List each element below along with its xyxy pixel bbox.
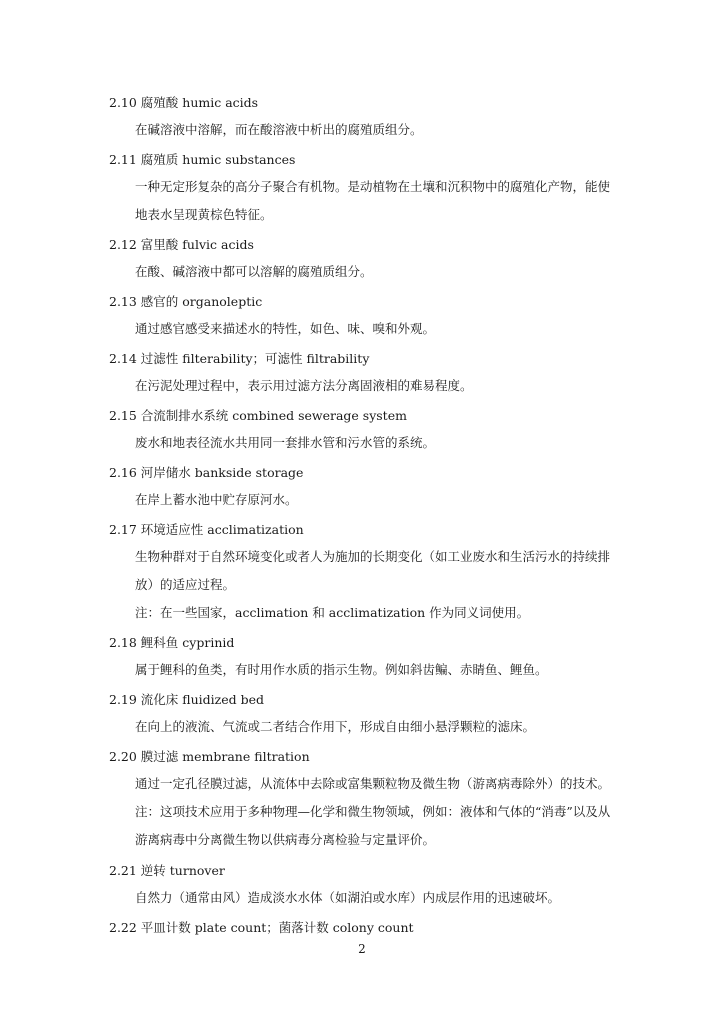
term-definition	[135, 770, 620, 854]
term-definition	[135, 656, 620, 684]
definition-line: 通过感官感受来描述水的特性，如色、味、嗅和外观。	[135, 321, 436, 336]
term-heading: 2.22 平皿计数 plate count；菌落计数 colony count	[109, 920, 414, 935]
term-heading: 2.11 腐殖质 humic substances	[109, 152, 296, 167]
term-definition	[135, 258, 620, 286]
term-definition	[135, 884, 620, 912]
term-heading: 2.18 鲤科鱼 cyprinid	[109, 635, 235, 650]
definition-line: 放）的适应过程。	[135, 577, 236, 592]
term-heading: 2.20 膜过滤 membrane filtration	[109, 749, 310, 764]
term-heading: 2.16 河岸储水 bankside storage	[109, 465, 304, 480]
definition-line: 在向上的液流、气流或二者结合作用下，形成自由细小悬浮颗粒的滤床。	[135, 719, 536, 734]
term-heading: 2.12 富里酸 fulvic acids	[109, 237, 254, 252]
note-line: 游离病毒中分离微生物以供病毒分离检验与定量评价。	[135, 832, 436, 847]
term-definition	[135, 429, 620, 457]
definition-line: 属于鲤科的鱼类，有时用作水质的指示生物。例如斜齿鳊、赤睛鱼、鲤鱼。	[135, 662, 548, 677]
term-definition	[135, 315, 620, 343]
definition-line: 在污泥处理过程中，表示用过滤方法分离固液相的难易程度。	[135, 378, 473, 393]
page-number: 2	[358, 942, 366, 956]
term-definition	[135, 713, 620, 741]
term-heading: 2.10 腐殖酸 humic acids	[109, 95, 259, 110]
definition-line: 在酸、碱溶液中都可以溶解的腐殖质组分。	[135, 264, 373, 279]
term-definition	[135, 543, 620, 627]
definition-line: 自然力（通常由风）造成淡水水体（如湖泊或水库）内成层作用的迅速破坏。	[135, 890, 561, 905]
term-heading: 2.21 逆转 turnover	[109, 863, 225, 878]
term-heading: 2.13 感官的 organoleptic	[109, 294, 263, 309]
term-definition	[135, 486, 620, 514]
term-definition	[135, 173, 620, 229]
note-line: 注：在一些国家，acclimation 和 acclimatization 作为同义词使用。	[135, 605, 530, 620]
definition-line: 在岸上蓄水池中贮存原河水。	[135, 492, 298, 507]
definition-line: 地表水呈现黄棕色特征。	[135, 207, 273, 222]
term-heading: 2.17 环境适应性 acclimatization	[109, 522, 304, 537]
term-heading: 2.15 合流制排水系统 combined sewerage system	[109, 408, 407, 423]
definition-line: 生物种群对于自然环境变化或者人为施加的长期变化（如工业废水和生活污水的持续排	[135, 549, 611, 564]
definition-line: 通过一定孔径膜过滤，从流体中去除或富集颗粒物及微生物（游离病毒除外）的技术。	[135, 776, 611, 791]
definition-line: 一种无定形复杂的高分子聚合有机物。是动植物在土壤和沉积物中的腐殖化产物，能使	[135, 179, 611, 194]
definition-line: 在碱溶液中溶解，而在酸溶液中析出的腐殖质组分。	[135, 122, 423, 137]
note-line: 注：这项技术应用于多种物理—化学和微生物领域，例如：液体和气体的“消毒”以及从	[135, 804, 611, 819]
term-definition	[135, 116, 620, 144]
term-definition	[135, 372, 620, 400]
term-heading: 2.14 过滤性 filterability；可滤性 filtrability	[109, 351, 370, 366]
term-heading: 2.19 流化床 fluidized bed	[109, 692, 265, 707]
definition-line: 废水和地表径流水共用同一套排水管和污水管的系统。	[135, 435, 436, 450]
